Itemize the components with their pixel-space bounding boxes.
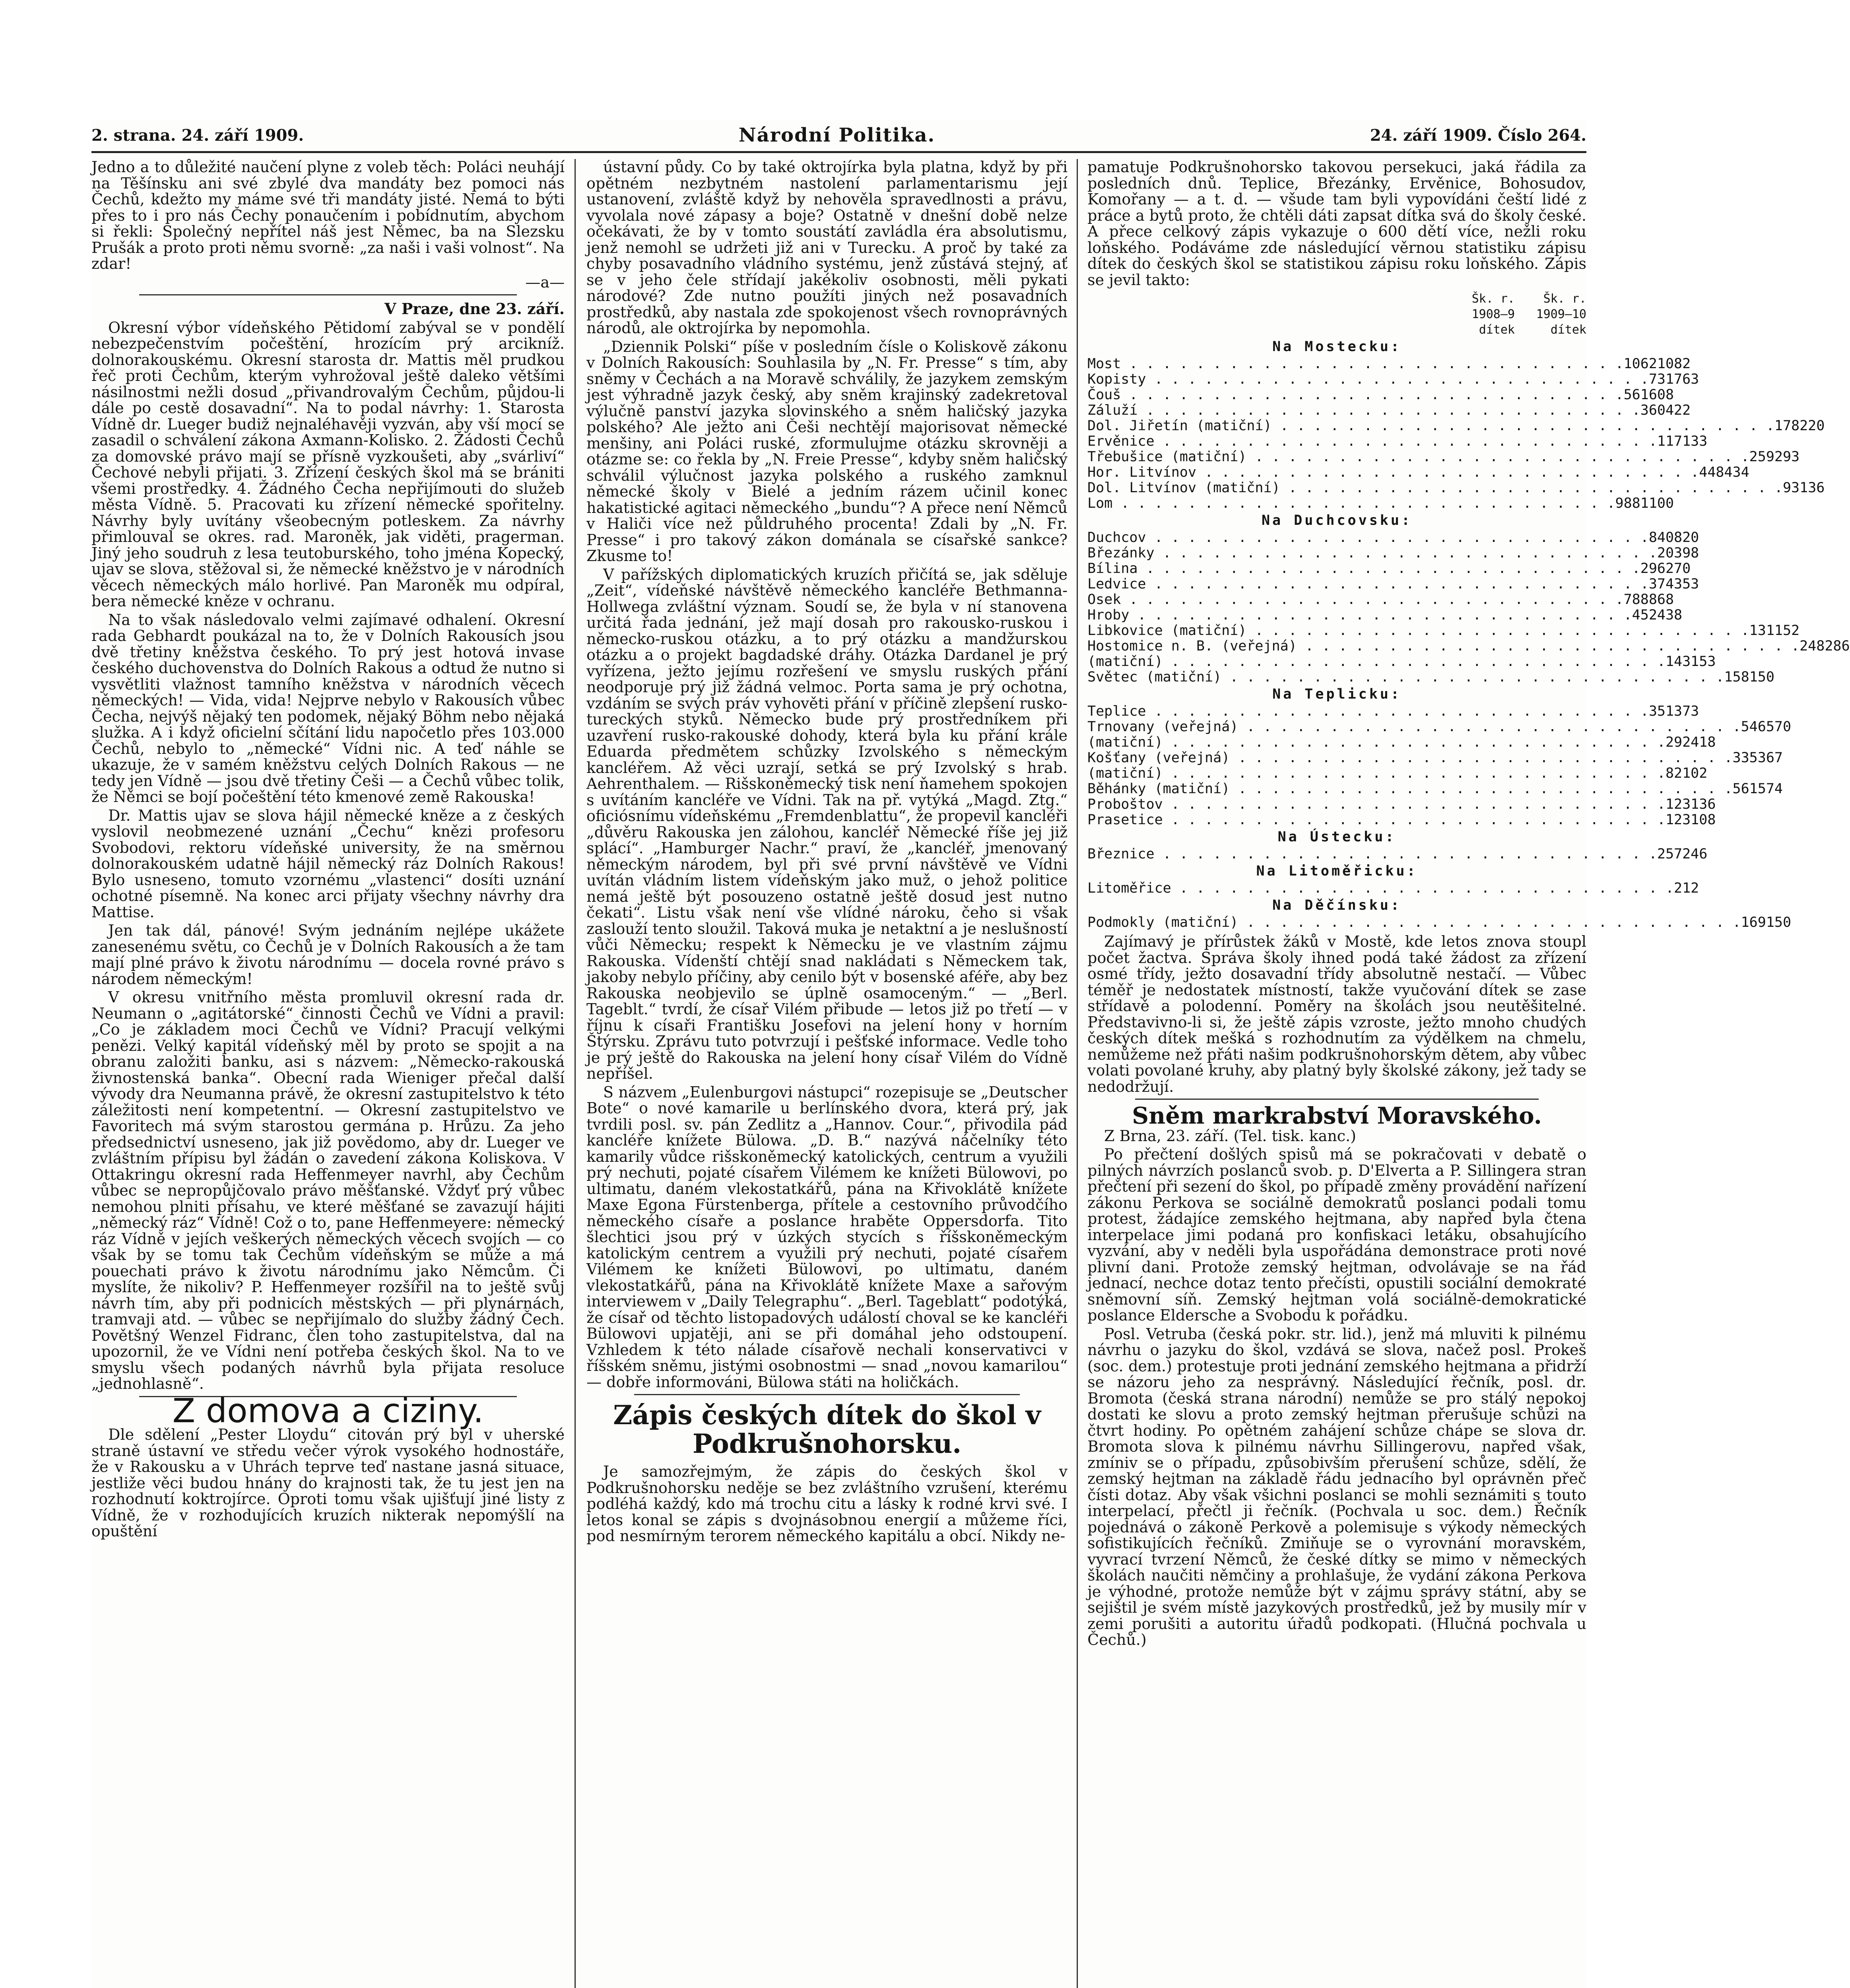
table-row [1087,495,1674,511]
school-name: Podmokly (matiční) . . . . . . . . . . . . . . . . . . . . . . . . . . . . . . [1087,914,1741,930]
article-intro: Jedno a to důležité naučení plyne z voleb těch: Poláci neuhájí na Těšínsku ani své zbylé dva mandáty bez pomoci nás Čechů, kdežto my máme své tři mandáty jisté. Nemá to býti přes to i pro nás Čechy ponaučením i pobídnutím, abychom si řekli: Společný nepřítel náš jest Němec, ba na Slezsku Prušák a proto proti němu svorně: „za naši i vaši volnost“. Na zdar! [91,158,565,272]
count-1908: 117 [1657,433,1683,449]
count-1908: 546 [1741,719,1766,735]
count-1908: 374 [1648,576,1674,592]
count-1909: 150 [1749,669,1774,685]
school-name: Most . . . . . . . . . . . . . . . . . . . . . . . . . . . . . . [1087,356,1624,372]
section-body [586,1464,1068,1544]
count-1909: 608 [1648,387,1674,403]
school-name: Ledvice . . . . . . . . . . . . . . . . . . . . . . . . . . . . . . [1087,576,1649,592]
table-row [1087,433,1708,449]
article-intro: pamatuje Podkrušnohorsko takovou persekuci, jaká řádila za posledních dnů. Teplice, Březánky, Ervěnice, Bohosudov, Komořany — a t. d. — všude tam byli vypovídáni čeští lidé z práce a bytů proto, že chtěli dáti zapsat dítka svá do školy české. A přece celkový zápis vykazuje o 600 dětí více, nežli roku loňského. Podáváme zde následující věrnou statistiku zápisu dítek do českých škol se statistikou zápisu roku loňského. Zápis se jevil takto: [1087,158,1586,289]
table-row [1087,719,1792,735]
count-1909: 220 [1800,418,1825,434]
count-1909: 1100 [1640,495,1674,511]
count-1908: 840 [1648,530,1674,546]
region-heading: Na Teplicku: [1272,686,1402,702]
table-row [1087,371,1699,387]
count-1909: 102 [1682,765,1708,781]
count-1909: 150 [1766,914,1792,930]
school-name: Lom . . . . . . . . . . . . . . . . . . . . . . . . . . . . . . [1087,495,1615,511]
count-1909: 293 [1774,449,1800,465]
section-title: Zápis českých dítek do škol v Podkrušnohorsku. [613,1400,1041,1459]
table-row [1087,703,1699,719]
table-row [1087,530,1699,546]
school-name: Trnovany (veřejná) . . . . . . . . . . . . . . . . . . . . . . . . . . . . . . [1087,719,1741,735]
school-name: (matiční) . . . . . . . . . . . . . . . . . . . . . . . . . . . . . . [1087,654,1666,670]
table-row [1087,812,1716,828]
article-body [586,159,1068,1390]
count-1909: 153 [1691,654,1716,670]
table-row [1087,418,1825,434]
table-row [1087,449,1800,465]
table-subheader [1087,322,1586,338]
count-1908: 788 [1623,592,1649,608]
region-heading: Na Ústecku: [1277,829,1396,845]
school-name: Třebušice (matiční) . . . . . . . . . . . . . . . . . . . . . . . . . . . . . . [1087,449,1749,465]
school-name: Březánky . . . . . . . . . . . . . . . . . . . . . . . . . . . . . . [1087,545,1657,561]
count-1909: 574 [1757,781,1783,797]
school-name: Hor. Litvínov . . . . . . . . . . . . . . . . . . . . . . . . . . . . . . [1087,464,1699,480]
count-1908: 351 [1648,703,1674,719]
table-row [1087,638,1850,654]
column-rule [1077,159,1078,1988]
region-heading: Na Duchcovsku: [1261,513,1412,528]
count-1908: 123 [1665,812,1691,828]
count-1909: 246 [1682,846,1708,862]
school-name: Hostomice n. B. (veřejná) . . . . . . . . . . . . . . . . . . . . . . . . . . . . . . [1087,638,1800,654]
count-1909: 763 [1674,371,1699,387]
school-name: Světec (matiční) . . . . . . . . . . . . . . . . . . . . . . . . . . . . . . [1087,669,1724,685]
school-name: Košťany (veřejná) . . . . . . . . . . . . . . . . . . . . . . . . . . . . . . [1087,750,1733,766]
newspaper-page [91,119,1850,1988]
count-1909: 422 [1665,402,1691,418]
table-row [1087,561,1691,577]
region-heading: Na Mostecku: [1272,339,1402,355]
header-year-2: Šk. r. 1909—10 [1536,292,1586,321]
count-1909: 98 [1682,545,1699,561]
header-unit: dítek [1550,323,1586,337]
school-name: Ervěnice . . . . . . . . . . . . . . . . . . . . . . . . . . . . . . [1087,433,1657,449]
school-name: Kopisty . . . . . . . . . . . . . . . . . . . . . . . . . . . . . . [1087,371,1649,387]
count-1908: 248 [1800,638,1825,654]
count-1908: 131 [1749,623,1774,639]
table-row [1087,607,1683,623]
count-1909: 270 [1665,561,1691,577]
table-header [1087,291,1586,322]
dateline: V Praze, dne 23. září. [384,300,565,318]
school-name: Bílina . . . . . . . . . . . . . . . . . . . . . . . . . . . . . . [1087,561,1640,577]
count-1908: 257 [1657,846,1683,862]
count-1909: 152 [1774,623,1800,639]
table-row [1087,387,1674,403]
table-row [1087,750,1783,766]
count-1909: 108 [1691,812,1716,828]
paragraph: Posl. Vetruba (česká pokr. str. lid.), jenž má mluviti k pilnému návrhu o jazyku do škol, vzdává se slova, načež posl. Prokeš (soc. dem.) protestuje proti jednání zemského hejtmana a přidrží se názoru jeho za nesprávný. Následující řečník, posl. dr. Bromota (česká strana národní) nemůže se pro stálý nepokoj dostati ke slovu a proto zemský hejtman přerušuje schůzi na čtvrt hodiny. Po opětném zahájení schůze chápe se slova dr. Bromota slova k pilnému návrhu Sillingerovu, napřed však, zmíniv se o případu, způsobivším přerušení schůze, sdělí, že zemský hejtman na základě řádu jednacího byl oprávněn přeč čísti dotaz. Aby však všichni poslanci se mohli seznámiti s touto interpelací, přečtl ji řečník. (Pochvala u soc. dem.) Řečník pojednává o zákoně Perkově a polemisuje s výkody německých sofistikujících řečníků. Zmiňuje se o vyrovnání moravském, vyvrací tvrzení Němců, že české dítky se mimo v německých školách naučiti němčiny a prohlašuje, že vydání zákona Perkova je výhodné, protože nemůže být v zájmu správy státní, aby se sejištil je svém místě jazykových prostředků, jež by musily mír v zemi porušiti a autoritu úřadů podkopati. (Hlučná pochvala u Čechů.) [1087,1325,1586,1648]
school-name: Proboštov . . . . . . . . . . . . . . . . . . . . . . . . . . . . . . [1087,796,1666,812]
count-1908: 93 [1782,480,1800,496]
count-1908: 296 [1640,561,1666,577]
paragraph: Jen tak dál, pánové! Svým jednáním nejlépe ukážete zanesenému světu, co Čechů je v Dolních Rakousích a že tam mají plné právo k životu národnímu — docela rovné právo s národem německým! [91,922,565,988]
count-1908: 448 [1699,464,1724,480]
count-1908: 988 [1615,495,1640,511]
table-row [1087,781,1783,797]
count-1909: 286 [1825,638,1850,654]
count-1908: 452 [1632,607,1657,623]
section-body [91,1427,565,1540]
count-1908: 561 [1732,781,1758,797]
count-1909: 212 [1674,880,1699,896]
page-header [91,119,1586,153]
paragraph: „Dziennik Polski“ píše v posledním čísle o Koliskově zákonu v Dolních Rakousích: Souhlasila by „N. Fr. Presse“ s tím, aby sněmy v Čechách a na Moravě schválily, že jazykem zemským jest výhradně jazyk český, aby sněm krajinský zadekretoval výlučně panství jazyka slovinského a sněm haličský jazyka polského? Ale ježto ani Češi nechtějí majorisovat německé menšiny, ani Poláci ruské, zformulujme otázku skrovněji a otázme se: co řekla by „N. Freie Presse“, kdyby sněm haličský schválil výlučnost jazyka polského a ruského zamknul německé školy v Bielé a jedním rázem učinil konec hakatistické agitaci německého „bundu“? A přece není Němců v Haliči více než půldruhého procenta! Zdali by „N. Fr. Presse“ i pro takový zákon dománala se císařské sankce? Zkusme to! [586,338,1068,565]
column-2 [586,159,1068,1988]
region-heading: Na Děčínsku: [1272,897,1402,913]
count-1908: 731 [1648,371,1674,387]
article-body [1087,934,1586,1095]
article-body [91,320,565,1392]
count-1908: 335 [1732,750,1758,766]
count-1909: 438 [1657,607,1683,623]
school-name: Prasetice . . . . . . . . . . . . . . . . . . . . . . . . . . . . . . [1087,812,1666,828]
divider [139,294,517,295]
school-name: Teplice . . . . . . . . . . . . . . . . . . . . . . . . . . . . . . [1087,703,1649,719]
count-1908: 178 [1774,418,1800,434]
count-1908: 123 [1665,796,1691,812]
count-1909: 367 [1757,750,1783,766]
table-row [1087,402,1691,418]
column-3 [1087,158,1850,1988]
school-name: Osek . . . . . . . . . . . . . . . . . . . . . . . . . . . . . . [1087,592,1624,608]
table-row [1087,796,1716,812]
count-1909: 570 [1766,719,1792,735]
count-1909: 373 [1674,703,1699,719]
school-name: Čouš . . . . . . . . . . . . . . . . . . . . . . . . . . . . . . [1087,387,1624,403]
table-row [1087,576,1699,592]
count-1909: 136 [1691,796,1716,812]
paragraph: V pařížských diplomatických kruzích přičítá se, jak sděluje „Zeit“, vídeňské návštěvě německého kancléře Bethmanna-Hollwega zvláštní význam. Soudí se, že byla v ní stanovena určitá řada jednání, jež mají dosah pro rakousko-ruskou i německo-ruskou otázku, a to prý otázku a mandžurskou otázku a o projekt bagdadské dráhy. Otázka Dardanel je prý vyřízena, ježto jejímu rozřešení ve smyslu ruských přání neodporuje prý již žádná velmoc. Porta sama je prý ochotna, vzdáním se svých práv vyhověti přání v příčině zlepšení rusko-tureckých styků. Německo bude prý prostředníkem při uzavření rusko-rakouské dohody, která byla ku přání krále Eduarda předmětem schůzky Izvolského s německým kancléřem. Až věci uzrají, setká se prý Izvolský s hrab. Aehrenthalem. — Rišskoněmecký tisk není ňamehem spokojen s uvítáním kancléře ve Vídni. Tak na př. vytýká „Magd. Ztg.“ oficiósnímu vídeňskému „Fremdenblattu“, že propevil kancléři „důvěru Rakouska jen zálohou, kancléř Německé říše jej již splácí“. „Hamburger Nachr.“ praví, že „kancléř, jmenovaný německým národem, byl při své první návštěvě ve Vídni uvítán vládním listem vídeňským jako muž, o jehož politice nemá ještě být posouzeno ostatně ještě dosud jest nutno čekati“. Listu však není vše vlídné nároku, čeho si však zaslouží tento sloužil. Taková muka je netaktní a je neslušností vůči Německu; respekt k Německu je ve vlastním zájmu Rakouska. Vídenští chtějí snad nakládati s Německem tak, jakoby nebylo příčiny, aby cenilo být v bosenské aféře, aby bez Rakouska neobjevilo se úplně osamoceným.“ — „Berl. Tageblt.“ tvrdí, že císař Vilém přibude — letos již po třetí — v říjnu k císaři Františku Josefovi na jelení hony v horním Štýrsku. Zprávu tuto potvrzují i pešťské informace. Vedle toho je prý ještě do Rakouska na jelení hony císař Vilém do Vídně nepříšel. [586,565,1068,1082]
school-name: Dol. Jiřetín (matiční) . . . . . . . . . . . . . . . . . . . . . . . . . . . . . . [1087,418,1774,434]
enrollment-table [1087,291,1850,930]
paragraph: Dle sdělení „Pester Lloydu“ citován prý byl v uherské straně ústavní ve středu večer výrok vysokého hodnostáře, že v Rakousku a v Uhrách teprve teď nastane jasná situace, jestliže věci budou hnány do krajnosti tak, že tu jest jen na rozhodnutí koktrojírce. Oproti tomu však ujišťují jiné listy z Vídně, že v rozhodujících kruzích nikterak nepomýšlí na opuštění [91,1426,565,1540]
table-row [1087,356,1691,372]
region-heading: Na Litoměřicku: [1256,863,1418,879]
count-1908: 561 [1623,387,1649,403]
paragraph: Na to však následovalo velmi zajímavé odhalení. Okresní rada Gebhardt poukázal na to, že v Dolních Rakousích jsou dvě třetiny kněžstva českého. To prý jest hotová invase českého duchovenstva do Dolních Rakous a odtud že nutno si vysvětliti vlažnost tamního kněžstva v národních věcech německých! — Vida, vida! Nejprve nebylo v Rakousích vůbec Čecha, nejvýš nějaký ten podomek, nějaký Böhm nebo nějaká služka. A i když oficielní sčítání lidu napočetlo přes 103.000 Čechů, nebylo to „německé“ Vídni nic. A teď náhle se ukazuje, že v samém kněžstvu celých Dolních Rakous — ne tedy jen Vídně — jsou dvě třetiny Češi — a Čechů vůbec tolik, že Němci se bojí počeštění této kmenové země Rakouska! [91,611,565,806]
table-row [1087,846,1708,862]
school-name: Záluží . . . . . . . . . . . . . . . . . . . . . . . . . . . . . . [1087,402,1640,418]
table-row [1087,880,1699,896]
count-1909: 868 [1648,592,1674,608]
school-name: Dol. Litvínov (matiční) . . . . . . . . . . . . . . . . . . . . . . . . . . . . . . [1087,480,1783,496]
count-1908: 292 [1665,734,1691,750]
table-row [1087,464,1749,480]
school-name: Libkovice (matiční) . . . . . . . . . . . . . . . . . . . . . . . . . . . . . . [1087,623,1749,639]
table-row [1087,654,1716,670]
table-row [1087,914,1792,930]
count-1909: 136 [1800,480,1825,496]
column-1 [91,159,565,1988]
count-1908: 169 [1741,914,1766,930]
paragraph: Po přečtení došlých spisů má se pokračovati v debatě o pilných návrzích poslanců svob. p. D'Elverta a P. Sillingera stran přečtení při sezení do škol, po případě změny provádění nařízení zákonu Perkova se sociálně demokratů poslanci podali tomu protest, žádajíce zemského hejtmana, aby napřed byla čtena interpelace jimi podaná pro konfiskaci letáku, obsahujícího vyzvání, aby v neděli byla uspořádána demonstrace proti nové plivní dani. Protože zemský hejtman, odvolávaje se na řád jednací, nechce dotaz tento přečísti, opustili sociální demokraté sněmovní síň. Zemský hejtman volá sociálně-demokratické poslance Eldersche a Svobodu k pořádku. [1087,1145,1586,1324]
header-right: 24. září 1909. Číslo 264. [1370,126,1586,145]
school-name: Litoměřice . . . . . . . . . . . . . . . . . . . . . . . . . . . . . . [1087,880,1674,896]
header-unit: dítek [1479,323,1515,337]
count-1909: 353 [1674,576,1699,592]
header-left: 2. strana. 24. září 1909. [91,126,304,145]
header-year-1: Šk. r. 1908—9 [1471,292,1515,321]
count-1908: 158 [1724,669,1749,685]
count-1909: 820 [1674,530,1699,546]
paragraph: Je samozřejmým, že zápis do českých škol v Podkrušnohorsku neděje se bez zvláštního vzrušení, kterému podléhá každý, kdo má trochu citu a lásky k rodné krvi své. I letos konal se zápis s dvojnásobnou energií a můžeme říci, pod nesmírným terorem německého kapitálu a obcí. Nikdy ne- [586,1463,1068,1545]
table-row [1087,765,1708,781]
school-name: (matiční) . . . . . . . . . . . . . . . . . . . . . . . . . . . . . . [1087,765,1666,781]
school-name: Běhánky (matiční) . . . . . . . . . . . . . . . . . . . . . . . . . . . . . . [1087,781,1733,797]
article-signature: —a— [525,273,565,291]
section-title: Sněm markrabství Moravského. [1132,1102,1542,1129]
count-1909: 418 [1691,734,1716,750]
count-1908: 203 [1657,545,1683,561]
section-title: Z domova a ciziny. [172,1391,484,1430]
table-row [1087,592,1674,608]
count-1909: 434 [1724,464,1749,480]
school-name: Březnice . . . . . . . . . . . . . . . . . . . . . . . . . . . . . . [1087,846,1657,862]
count-1908: 143 [1665,654,1691,670]
school-name: Hroby . . . . . . . . . . . . . . . . . . . . . . . . . . . . . . [1087,607,1632,623]
divider [634,1394,1020,1395]
paragraph: ústavní půdy. Co by také oktrojírka byla platna, když by při opětném nezbytném nastolení parlamentarismu její ustanovení, zvláště když by nehověla spravedlnosti a právu, vyvolala nové zápasy a boje? Ostatně v dnešní době nelze očekávati, že by v tomto soustátí zavládla éra absolutismu, jenž nemohl se udržeti již ani v Turecku. A proč by také za chyby posavadního vládního systému, jenž zůstává stejný, ať se v jeho čele střídají jakékoliv osobnosti, měli pykati národové? Zde nutno použíti jiných než posavadních prostředků, aby nastala zde spokojenost všech rovnoprávných národů, ale oktrojírka by nepomohla. [586,158,1068,337]
table-row [1087,623,1800,639]
table-row [1087,480,1825,496]
count-1908: 360 [1640,402,1666,418]
paragraph: Dr. Mattis ujav se slova hájil německé kněze a z českých vyslovil neobmezené uznání „Čechu“ knězi profesoru Svobodovi, rektoru vídeňské university, že na směrnou dolnorakouském udatně hájil německý ráz Dolních Rakous! Bylo usneseno, tomuto vzornému „vlastenci“ dosíti uznání ochotné písemně. Na konec arci přijaty všechny návrhy dra Mattise. [91,806,565,921]
count-1908: 259 [1749,449,1774,465]
table-body [1087,339,1850,930]
paragraph: V okresu vnitřního města promluvil okresní rada dr. Neumann o „agitátorské“ činnosti Čechů ve Vídni a pravil: „Co je základem moci Čechů ve Vídni? Pracují velkými penězi. Velký kapitál vídeňský měl by proto se spojit a na obranu založiti banku, asi s názvem: „Německo-rakouská živnostenská banka“. Obecní rada Wieniger přečal další vývody dra Neumanna právě, že okresní zastupitelstvo k této záležitosti není kompetentní. — Okresní zastupitelstvo ve Favoritech má svým starostou germána p. Hrůzu. Za jeho předsednictví usneseno, jak již povědomo, aby dr. Lueger ve zvláštním přípisu byl žádán o zavedení zákona Koliskova. V Ottakringu okresní rada Heffenmeyer navrhl, aby Čechům vůbec se nepropůjčovalo právo měšťanské. Vždyť prý vůbec nemohou plniti přísahu, ve které měšťané se zavazují hájiti „německý ráz“ Vídně! Což o to, pane Heffenmeyere: německý ráz Vídně v jejích veškerých německých věcech svojích — co však by se tomu tak Čechům vídeňským se může a má pouechati právo k životu národnímu jako Němcům. Či myslíte, že nikoliv? P. Heffenmeyer rozšířil na to ještě svůj návrh tím, aby při podnicích městských — při plynárnách, tramvaji atd. — vůbec se nepřijímalo do služby žádný Čech. Povětšný Wenzel Fidranc, člen toho zastupitelstva, dal na upozornil, že ve Vídni není potřeba českých škol. Na to ve smyslu všech podaných návrhů byla přijata resoluce „jednohlasně“. [91,988,565,1392]
paragraph: S názvem „Eulenburgovi nástupci“ rozepisuje se „Deutscher Bote“ o nové kamarile u berlínského dvora, která prý, jak tvrdili posl. sv. pán Zedlitz a „Hannov. Cour.“, přivodila pád kancléře knížete Bülowa. „D. B.“ nazývá náčelníky této kamarily vůdce rišskoněmecký katolických, centrum a využili prý nechuti, pojaté císařem Vilémem ke knížeti Bülowovi, po ultimatu, daném vlekostatkářů, pána na Křivoklátě knížete Maxe Egona Fürstenberga, přítele a cestovního průvodčího německého císaře a poslance hraběte Oppersdorfa. Tito šlechtici jsou prý v úzkých stycích s říšskoněmeckým katolickým centrem a využili prý nechuti, pojaté císařem Vilémem ke knížeti Bülowovi, po ultimatu, daném vlekostatkářů, pána na Křivoklátě knížete Maxe a sařovým interviewem v „Daily Telegraphu“. „Berl. Tageblatt“ podotýká, že císař od těchto listopadových událostí choval se ke kancléři Bülowovi upjatěji, ani se při domáhal jeho odstoupení. Vzhledem k této nálade císařově nechali konservativci v říšském sněmu, jistými osobnostmi — snad „novou kamarilou“ — dobře informováni, Bülowa státi na holičkách. [586,1083,1068,1391]
table-row [1087,669,1774,685]
school-name: Duchcov . . . . . . . . . . . . . . . . . . . . . . . . . . . . . . [1087,530,1649,546]
count-1909: 133 [1682,433,1708,449]
paragraph: Z Brna, 23. září. (Tel. tisk. kanc.) [1104,1127,1356,1145]
table-row [1087,545,1699,561]
count-1909: 1082 [1657,356,1691,372]
masthead-title: Národní Politika. [738,124,936,146]
paragraph: Zajímavý je přírůstek žáků v Mostě, kde letos znova stoupl počet žactva. Správa školy ihned podá také žádost za zřízení osmé třídy, ježto dosavadní třídy absolutně nestačí. — Vůbec téměř je nedostatek místností, takže vyučování dítek se zase střídavě a polodenní. Poměry na školách jsou neutěšitelné. Představivno-li si, že ještě zápis vzroste, ježto mnoho chudých českých dítek mešká s rozhodnutím za výdělkem na chmelu, nemůžeme než přáti našim podkrušnohorským dětem, aby vůbec volati povolané kruhy, aby platný byly školské zákony, jež tady se nedodržují. [1087,933,1586,1095]
school-name: (matiční) . . . . . . . . . . . . . . . . . . . . . . . . . . . . . . [1087,734,1666,750]
column-rule [575,159,576,1988]
count-1908: 82 [1665,765,1683,781]
paragraph: Okresní výbor vídeňského Pětidomí zabýval se v pondělí nebezpečenstvím počeštění, hrozícím prý arcikníž. dolnorakouskému. Okresní starosta dr. Mattis měl prudkou řeč proti Čechům, kterým vyhrožoval ještě daleko většími násilnostmi nežli dosud „přivandrovalým Čechům, půjdou-li dále po cestě dosavadní“. Na to podal návrhy: 1. Starosta Vídně dr. Lueger budiž nejnaléhavěji vyzván, aby vší mocí se zasadil o schválení zákona Axmann-Kolisko. 2. Žádosti Čechů za domovské právo mají se přísně vyzkoušeti, aby „svárliví“ Čechové nebyli přijati. 3. Zřízení českých škol má se brániti všemi prostředky. 4. Žádného Čecha nepřijímouti do služeb města Vídně. 5. Pracovati ku zřízení německé spořitelny. Návrhy byly uvítány všeobecným potleskem. Za návrhy přimlouval se okres. rad. Maroněk, jak viděti, pragerman. Jiný jeho soudruh z lesa teutoburského, toho jména Kopecký, ujav se slova, stěžoval si, že německé kněžstvo je v národních věcech německých málo horlivé. Pan Maroněk mu odpíral, bera německé kněze v ochranu. [91,318,565,610]
count-1908: 1062 [1623,356,1657,372]
divider [1135,1099,1539,1100]
table-row [1087,734,1716,750]
section-body [1087,1128,1586,1648]
